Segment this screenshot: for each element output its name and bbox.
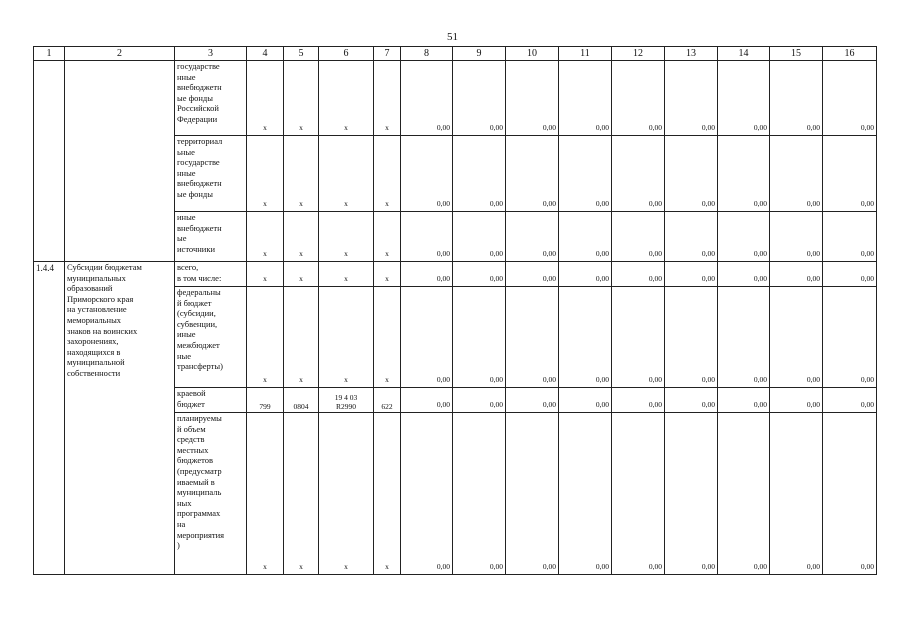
amount-cell: 0,00 xyxy=(401,136,453,212)
table-row xyxy=(34,61,877,136)
amount-cell: 0,00 xyxy=(718,136,770,212)
section-code-cell: x xyxy=(284,287,319,388)
amount-cell: 0,00 xyxy=(506,61,559,136)
amount-cell: 0,00 xyxy=(665,413,718,575)
amount-cell: 0,00 xyxy=(506,413,559,575)
header-cell: 13 xyxy=(665,47,718,61)
amount-cell: 0,00 xyxy=(770,262,823,287)
section-code-cell: x xyxy=(284,136,319,212)
header-cell: 15 xyxy=(770,47,823,61)
table-row xyxy=(34,262,877,287)
target-code-cell: x xyxy=(319,61,374,136)
section-code-cell: x xyxy=(284,61,319,136)
amount-cell: 0,00 xyxy=(770,388,823,413)
amount-cell: 0,00 xyxy=(823,212,877,262)
amount-cell: 0,00 xyxy=(665,388,718,413)
page-number: 51 xyxy=(447,31,458,43)
amount-cell: 0,00 xyxy=(453,413,506,575)
item-number-cell xyxy=(34,61,65,262)
amount-cell: 0,00 xyxy=(770,136,823,212)
ministry-code-cell: x xyxy=(247,413,284,575)
ministry-code-cell: x xyxy=(247,212,284,262)
amount-cell: 0,00 xyxy=(453,136,506,212)
amount-cell: 0,00 xyxy=(453,388,506,413)
amount-cell: 0,00 xyxy=(718,212,770,262)
header-cell: 14 xyxy=(718,47,770,61)
expense-type-cell: 622 xyxy=(374,388,401,413)
target-code-cell: x xyxy=(319,262,374,287)
amount-cell: 0,00 xyxy=(612,287,665,388)
target-code-cell: x xyxy=(319,413,374,575)
amount-cell: 0,00 xyxy=(665,212,718,262)
expense-type-cell: x xyxy=(374,262,401,287)
expense-type-cell: x xyxy=(374,287,401,388)
header-cell: 4 xyxy=(247,47,284,61)
amount-cell: 0,00 xyxy=(718,287,770,388)
amount-cell: 0,00 xyxy=(665,287,718,388)
amount-cell: 0,00 xyxy=(401,262,453,287)
header-cell: 2 xyxy=(65,47,175,61)
header-cell: 5 xyxy=(284,47,319,61)
ministry-code-cell: x xyxy=(247,61,284,136)
amount-cell: 0,00 xyxy=(823,136,877,212)
amount-cell: 0,00 xyxy=(823,262,877,287)
amount-cell: 0,00 xyxy=(770,212,823,262)
amount-cell: 0,00 xyxy=(612,262,665,287)
ministry-code-cell: 799 xyxy=(247,388,284,413)
amount-cell: 0,00 xyxy=(506,388,559,413)
amount-cell: 0,00 xyxy=(823,413,877,575)
amount-cell: 0,00 xyxy=(401,413,453,575)
funding-source-cell: территориал ьные государстве нные внебюджетн ые фонды xyxy=(175,136,247,212)
amount-cell: 0,00 xyxy=(770,413,823,575)
target-code-cell: x xyxy=(319,136,374,212)
budget-table xyxy=(33,46,877,575)
amount-cell: 0,00 xyxy=(718,262,770,287)
amount-cell: 0,00 xyxy=(823,388,877,413)
header-cell: 7 xyxy=(374,47,401,61)
amount-cell: 0,00 xyxy=(823,287,877,388)
amount-cell: 0,00 xyxy=(453,287,506,388)
section-code-cell: x xyxy=(284,262,319,287)
funding-source-cell: всего, в том числе: xyxy=(175,262,247,287)
item-number-cell: 1.4.4 xyxy=(34,262,65,575)
header-cell: 16 xyxy=(823,47,877,61)
amount-cell: 0,00 xyxy=(401,212,453,262)
target-code-cell: x xyxy=(319,287,374,388)
amount-cell: 0,00 xyxy=(453,61,506,136)
amount-cell: 0,00 xyxy=(559,287,612,388)
amount-cell: 0,00 xyxy=(401,388,453,413)
amount-cell: 0,00 xyxy=(823,61,877,136)
header-cell: 12 xyxy=(612,47,665,61)
funding-source-cell: планируемы й объем средств местных бюджетов (предусматр иваемый в муниципаль ных программах на мероприятия ) xyxy=(175,413,247,575)
amount-cell: 0,00 xyxy=(559,212,612,262)
ministry-code-cell: x xyxy=(247,262,284,287)
amount-cell: 0,00 xyxy=(612,388,665,413)
amount-cell: 0,00 xyxy=(612,212,665,262)
column-number-header-row xyxy=(34,47,877,61)
ministry-code-cell: x xyxy=(247,287,284,388)
funding-source-cell: федеральны й бюджет (субсидии, субвенции, иные межбюджет ные трансферты) xyxy=(175,287,247,388)
amount-cell: 0,00 xyxy=(559,413,612,575)
header-cell: 3 xyxy=(175,47,247,61)
header-cell: 11 xyxy=(559,47,612,61)
amount-cell: 0,00 xyxy=(453,262,506,287)
amount-cell: 0,00 xyxy=(665,61,718,136)
section-code-cell: x xyxy=(284,212,319,262)
amount-cell: 0,00 xyxy=(612,413,665,575)
header-cell: 8 xyxy=(401,47,453,61)
amount-cell: 0,00 xyxy=(665,136,718,212)
target-code-cell: x xyxy=(319,212,374,262)
amount-cell: 0,00 xyxy=(770,287,823,388)
amount-cell: 0,00 xyxy=(506,262,559,287)
amount-cell: 0,00 xyxy=(559,61,612,136)
amount-cell: 0,00 xyxy=(559,262,612,287)
amount-cell: 0,00 xyxy=(401,61,453,136)
amount-cell: 0,00 xyxy=(718,61,770,136)
section-code-cell: x xyxy=(284,413,319,575)
item-name-cell: Субсидии бюджетам муниципальных образований Приморского края на установление мемориальных знаков на воинских захоронениях, находящихся в муниципальной собственности xyxy=(65,262,175,575)
expense-type-cell: x xyxy=(374,136,401,212)
amount-cell: 0,00 xyxy=(453,212,506,262)
expense-type-cell: x xyxy=(374,413,401,575)
funding-source-cell: иные внебюджетн ые источники xyxy=(175,212,247,262)
amount-cell: 0,00 xyxy=(665,262,718,287)
expense-type-cell: x xyxy=(374,61,401,136)
amount-cell: 0,00 xyxy=(559,388,612,413)
amount-cell: 0,00 xyxy=(718,413,770,575)
header-cell: 6 xyxy=(319,47,374,61)
item-name-cell xyxy=(65,61,175,262)
funding-source-cell: государстве нные внебюджетн ые фонды Российской Федерации xyxy=(175,61,247,136)
amount-cell: 0,00 xyxy=(770,61,823,136)
header-cell: 9 xyxy=(453,47,506,61)
ministry-code-cell: x xyxy=(247,136,284,212)
header-cell: 1 xyxy=(34,47,65,61)
amount-cell: 0,00 xyxy=(718,388,770,413)
amount-cell: 0,00 xyxy=(612,136,665,212)
amount-cell: 0,00 xyxy=(559,136,612,212)
amount-cell: 0,00 xyxy=(506,287,559,388)
section-code-cell: 0804 xyxy=(284,388,319,413)
expense-type-cell: x xyxy=(374,212,401,262)
amount-cell: 0,00 xyxy=(506,136,559,212)
amount-cell: 0,00 xyxy=(401,287,453,388)
amount-cell: 0,00 xyxy=(612,61,665,136)
target-code-cell: 19 4 03 R2990 xyxy=(319,388,374,413)
header-cell: 10 xyxy=(506,47,559,61)
amount-cell: 0,00 xyxy=(506,212,559,262)
funding-source-cell: краевой бюджет xyxy=(175,388,247,413)
